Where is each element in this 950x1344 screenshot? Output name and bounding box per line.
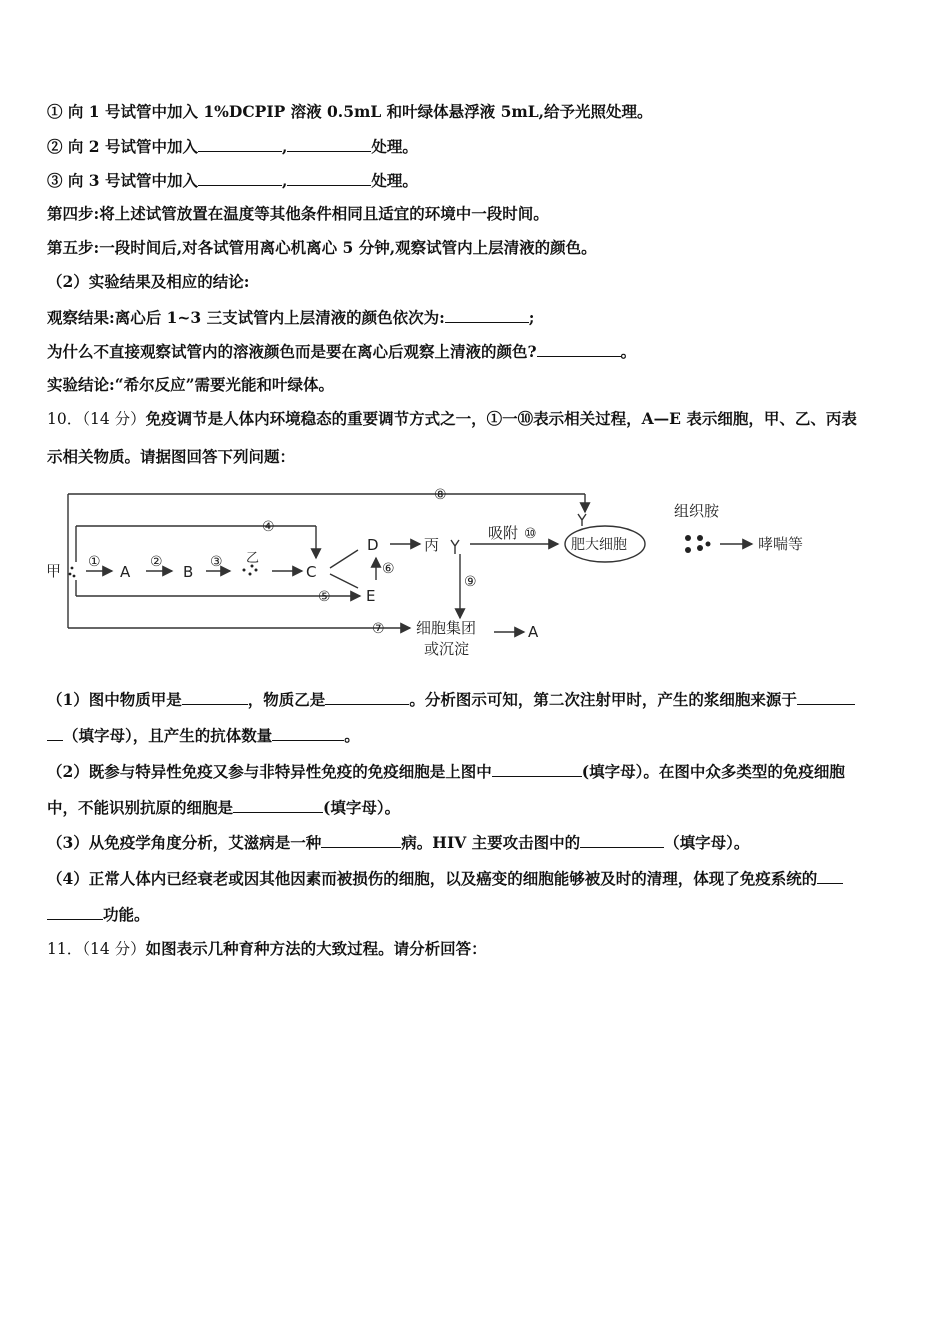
label-bing: 丙 <box>424 536 440 554</box>
step-5: 第五步:一段时间后,对各试管用离心机离心 5 分钟,观察试管内上层清液的颜色。 <box>47 238 597 257</box>
q10-part2-cont: 中，不能识别抗原的细胞是 (填字母）。 <box>47 798 401 817</box>
label-histamine: 组织胺 <box>674 502 720 520</box>
question-10: 10．（14 分）免疫调节是人体内环境稳态的重要调节方式之一，①一⑩表示相关过程，A—E 表示细胞，甲、乙、丙表 <box>47 409 857 428</box>
label-C: C <box>306 563 317 581</box>
blank[interactable] <box>182 689 248 705</box>
label-adsorb: 吸附 <box>488 524 519 542</box>
q10-part4: （4）正常人体内已经衰老或因其他因素而被损伤的细胞，以及癌变的细胞能够被及时的清理，体现了免疫系统的 <box>47 868 910 889</box>
blank[interactable] <box>325 689 409 705</box>
label-A: A <box>120 563 131 581</box>
q10-part2: （2）既参与特异性免疫又参与非特异性免疫的免疫细胞是上图中 (填字母）。在图中众多类型的免疫细胞 <box>47 762 845 781</box>
label-yi: 乙 <box>246 551 260 566</box>
results-heading: （2）实验结果及相应的结论: <box>47 272 250 291</box>
blank[interactable] <box>580 832 664 848</box>
step-3: ③ 向 3 号试管中加入 , 处理。 <box>47 171 418 190</box>
blank[interactable] <box>233 797 323 813</box>
blank[interactable] <box>198 170 282 186</box>
step-label: ① <box>88 554 101 570</box>
q10-part4-cont: 功能。 <box>47 904 910 925</box>
blank[interactable] <box>537 341 621 357</box>
blank[interactable] <box>47 725 63 741</box>
label-jia: 甲 <box>46 562 62 580</box>
blank[interactable] <box>321 832 401 848</box>
step-label: ② <box>150 554 163 570</box>
step-label: ⑥ <box>382 561 395 577</box>
label-B: B <box>183 563 194 581</box>
conclusion: 实验结论:“希尔反应”需要光能和叶绿体。 <box>47 375 335 394</box>
label-A-out: A <box>528 623 539 641</box>
step-label: ⑧ <box>434 487 447 503</box>
question-11: 11．（14 分）如图表示几种育种方法的大致过程。请分析回答： <box>47 939 487 958</box>
q10-part1: （1）图中物质甲是 ，物质乙是 。分析图示可知，第二次注射甲时，产生的浆细胞来源于 <box>47 689 910 710</box>
step-label: ⑩ <box>524 526 537 542</box>
step-4: 第四步:将上述试管放置在温度等其他条件相同且适宜的环境中一段时间。 <box>47 204 549 223</box>
label-D: D <box>367 536 379 554</box>
q10-part3: （3）从免疫学角度分析，艾滋病是一种 病。HIV 主要攻击图中的 （填字母）。 <box>47 833 750 852</box>
observation: 观察结果:离心后 1~3 三支试管内上层清液的颜色依次为: ; <box>47 308 535 327</box>
blank[interactable] <box>272 725 344 741</box>
blank[interactable] <box>198 136 282 152</box>
blank[interactable] <box>445 307 529 323</box>
step-label: ④ <box>262 519 275 535</box>
label-mast-cell: 肥大细胞 <box>571 537 627 553</box>
label-E: E <box>366 587 376 605</box>
label-precipitate: 或沉淀 <box>424 640 470 658</box>
step-2: ② 向 2 号试管中加入 , 处理。 <box>47 137 418 156</box>
blank[interactable] <box>47 904 103 920</box>
immune-diagram <box>40 482 840 662</box>
question-10-cont: 示相关物质。请据图回答下列问题： <box>47 447 296 466</box>
blank[interactable] <box>817 868 843 884</box>
label-cluster: 细胞集团 <box>416 619 477 637</box>
step-label: ⑨ <box>464 574 477 590</box>
why-question: 为什么不直接观察试管内的溶液颜色而是要在离心后观察上清液的颜色? 。 <box>47 342 637 361</box>
label-asthma: 哮喘等 <box>758 535 804 553</box>
step-1: ① 向 1 号试管中加入 1%DCPIP 溶液 0.5mL 和叶绿体悬浮液 5mL,给予光照处理。 <box>47 102 653 121</box>
q10-part1-cont: （填字母），且产生的抗体数量 。 <box>47 725 910 746</box>
blank[interactable] <box>287 170 371 186</box>
blank[interactable] <box>797 689 855 705</box>
blank[interactable] <box>492 761 582 777</box>
step-label: ⑤ <box>318 589 331 605</box>
step-label: ③ <box>210 554 223 570</box>
step-label: ⑦ <box>372 621 385 637</box>
blank[interactable] <box>287 136 371 152</box>
